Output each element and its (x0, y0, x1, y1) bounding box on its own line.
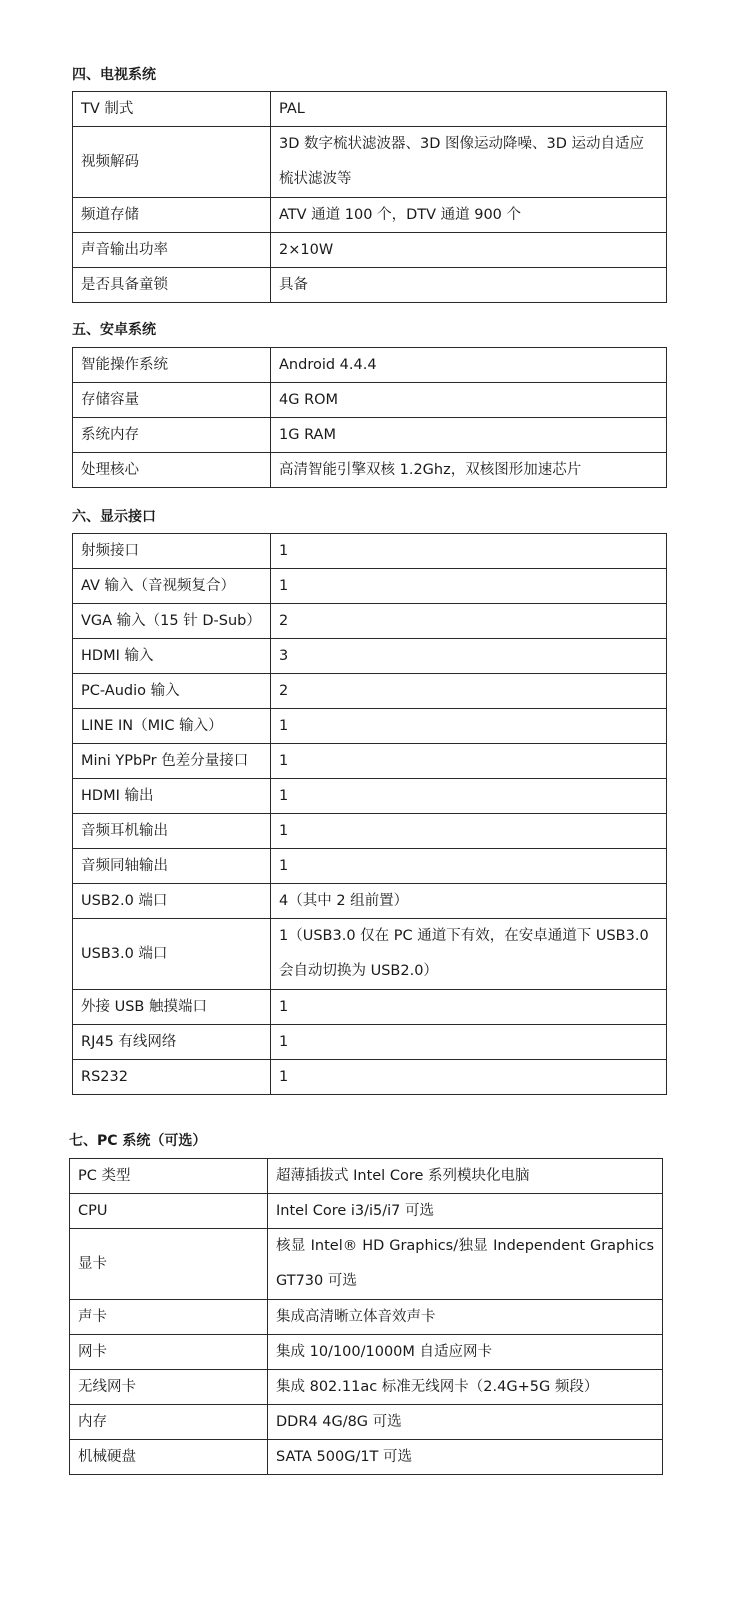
spec-value: 1 (271, 1060, 667, 1095)
spec-label: LINE IN（MIC 输入） (73, 709, 271, 744)
spec-value: 1 (271, 534, 667, 569)
table-row (73, 127, 667, 198)
spec-value: 1 (271, 744, 667, 779)
table-row (73, 990, 667, 1025)
spec-label: USB3.0 端口 (73, 919, 271, 990)
spec-label: 视频解码 (73, 127, 271, 198)
table-row (73, 268, 667, 303)
table-row (73, 779, 667, 814)
table-row (73, 569, 667, 604)
spec-label: 声音输出功率 (73, 233, 271, 268)
spec-value: Android 4.4.4 (271, 348, 667, 383)
spec-value: 集成 10/100/1000M 自适应网卡 (268, 1335, 663, 1370)
spec-label: TV 制式 (73, 92, 271, 127)
table-row (73, 233, 667, 268)
spec-value: 集成 802.11ac 标准无线网卡（2.4G+5G 频段） (268, 1370, 663, 1405)
spec-value: 1 (271, 1025, 667, 1060)
spec-label: PC-Audio 输入 (73, 674, 271, 709)
table-row (73, 198, 667, 233)
table-row (73, 639, 667, 674)
spec-label: 处理核心 (73, 453, 271, 488)
table-row (73, 604, 667, 639)
spec-value: 2 (271, 604, 667, 639)
spec-value: 2×10W (271, 233, 667, 268)
table-row (73, 884, 667, 919)
table-row (70, 1370, 663, 1405)
section-title-pc-system: 七、PC 系统（可选） (69, 1133, 207, 1149)
spec-value: 1 (271, 990, 667, 1025)
table-row (73, 709, 667, 744)
spec-value: ATV 通道 100 个，DTV 通道 900 个 (271, 198, 667, 233)
table-row (73, 418, 667, 453)
table-row (73, 453, 667, 488)
table-row (73, 1025, 667, 1060)
spec-value: 1 (271, 709, 667, 744)
spec-value: 4G ROM (271, 383, 667, 418)
spec-value: 1 (271, 569, 667, 604)
spec-table-tv-system (72, 91, 667, 303)
spec-label: 射频接口 (73, 534, 271, 569)
table-row (70, 1159, 663, 1194)
spec-value: Intel Core i3/i5/i7 可选 (268, 1194, 663, 1229)
spec-label: 无线网卡 (70, 1370, 268, 1405)
spec-label: 外接 USB 触摸端口 (73, 990, 271, 1025)
spec-label: 音频同轴输出 (73, 849, 271, 884)
spec-table-pc-system (69, 1158, 663, 1475)
table-row (73, 383, 667, 418)
table-row (73, 348, 667, 383)
table-row (70, 1335, 663, 1370)
spec-label: Mini YPbPr 色差分量接口 (73, 744, 271, 779)
table-row (70, 1405, 663, 1440)
spec-value: 1 (271, 779, 667, 814)
table-row (70, 1229, 663, 1300)
spec-value: 4（其中 2 组前置） (271, 884, 667, 919)
spec-value: 高清智能引擎双核 1.2Ghz，双核图形加速芯片 (271, 453, 667, 488)
table-row (73, 814, 667, 849)
spec-label: 机械硬盘 (70, 1440, 268, 1475)
table-row (70, 1194, 663, 1229)
table-row (73, 534, 667, 569)
spec-value: 3 (271, 639, 667, 674)
spec-value: 核显 Intel® HD Graphics/独显 Independent Graphics GT730 可选 (268, 1229, 663, 1300)
spec-value: SATA 500G/1T 可选 (268, 1440, 663, 1475)
spec-value: 1G RAM (271, 418, 667, 453)
spec-label: 存储容量 (73, 383, 271, 418)
spec-value: 1（USB3.0 仅在 PC 通道下有效，在安卓通道下 USB3.0 会自动切换为 USB2.0） (271, 919, 667, 990)
spec-label: AV 输入（音视频复合） (73, 569, 271, 604)
spec-value: 1 (271, 814, 667, 849)
section-title-tv-system: 四、电视系统 (72, 67, 156, 83)
spec-label: HDMI 输出 (73, 779, 271, 814)
table-row (73, 92, 667, 127)
spec-label: 系统内存 (73, 418, 271, 453)
spec-label: 内存 (70, 1405, 268, 1440)
spec-label: CPU (70, 1194, 268, 1229)
spec-value: 1 (271, 849, 667, 884)
spec-label: 是否具备童锁 (73, 268, 271, 303)
spec-label: VGA 输入（15 针 D-Sub） (73, 604, 271, 639)
spec-label: RJ45 有线网络 (73, 1025, 271, 1060)
spec-label: 声卡 (70, 1300, 268, 1335)
spec-value: 3D 数字梳状滤波器、3D 图像运动降噪、3D 运动自适应梳状滤波等 (271, 127, 667, 198)
spec-value: 具备 (271, 268, 667, 303)
table-row (70, 1300, 663, 1335)
spec-label: 网卡 (70, 1335, 268, 1370)
spec-label: PC 类型 (70, 1159, 268, 1194)
table-row (73, 674, 667, 709)
table-row (73, 1060, 667, 1095)
spec-value: 超薄插拔式 Intel Core 系列模块化电脑 (268, 1159, 663, 1194)
table-row (73, 919, 667, 990)
spec-label: RS232 (73, 1060, 271, 1095)
table-row (70, 1440, 663, 1475)
spec-label: 显卡 (70, 1229, 268, 1300)
spec-label: 智能操作系统 (73, 348, 271, 383)
spec-value: PAL (271, 92, 667, 127)
spec-value: DDR4 4G/8G 可选 (268, 1405, 663, 1440)
table-row (73, 849, 667, 884)
table-row (73, 744, 667, 779)
spec-label: 频道存储 (73, 198, 271, 233)
spec-label: 音频耳机输出 (73, 814, 271, 849)
section-title-android-system: 五、安卓系统 (72, 322, 156, 338)
spec-value: 2 (271, 674, 667, 709)
spec-table-display-interfaces (72, 533, 667, 1095)
spec-value: 集成高清晰立体音效声卡 (268, 1300, 663, 1335)
section-title-display-interfaces: 六、显示接口 (72, 509, 156, 525)
spec-label: USB2.0 端口 (73, 884, 271, 919)
spec-label: HDMI 输入 (73, 639, 271, 674)
spec-table-android-system (72, 347, 667, 488)
